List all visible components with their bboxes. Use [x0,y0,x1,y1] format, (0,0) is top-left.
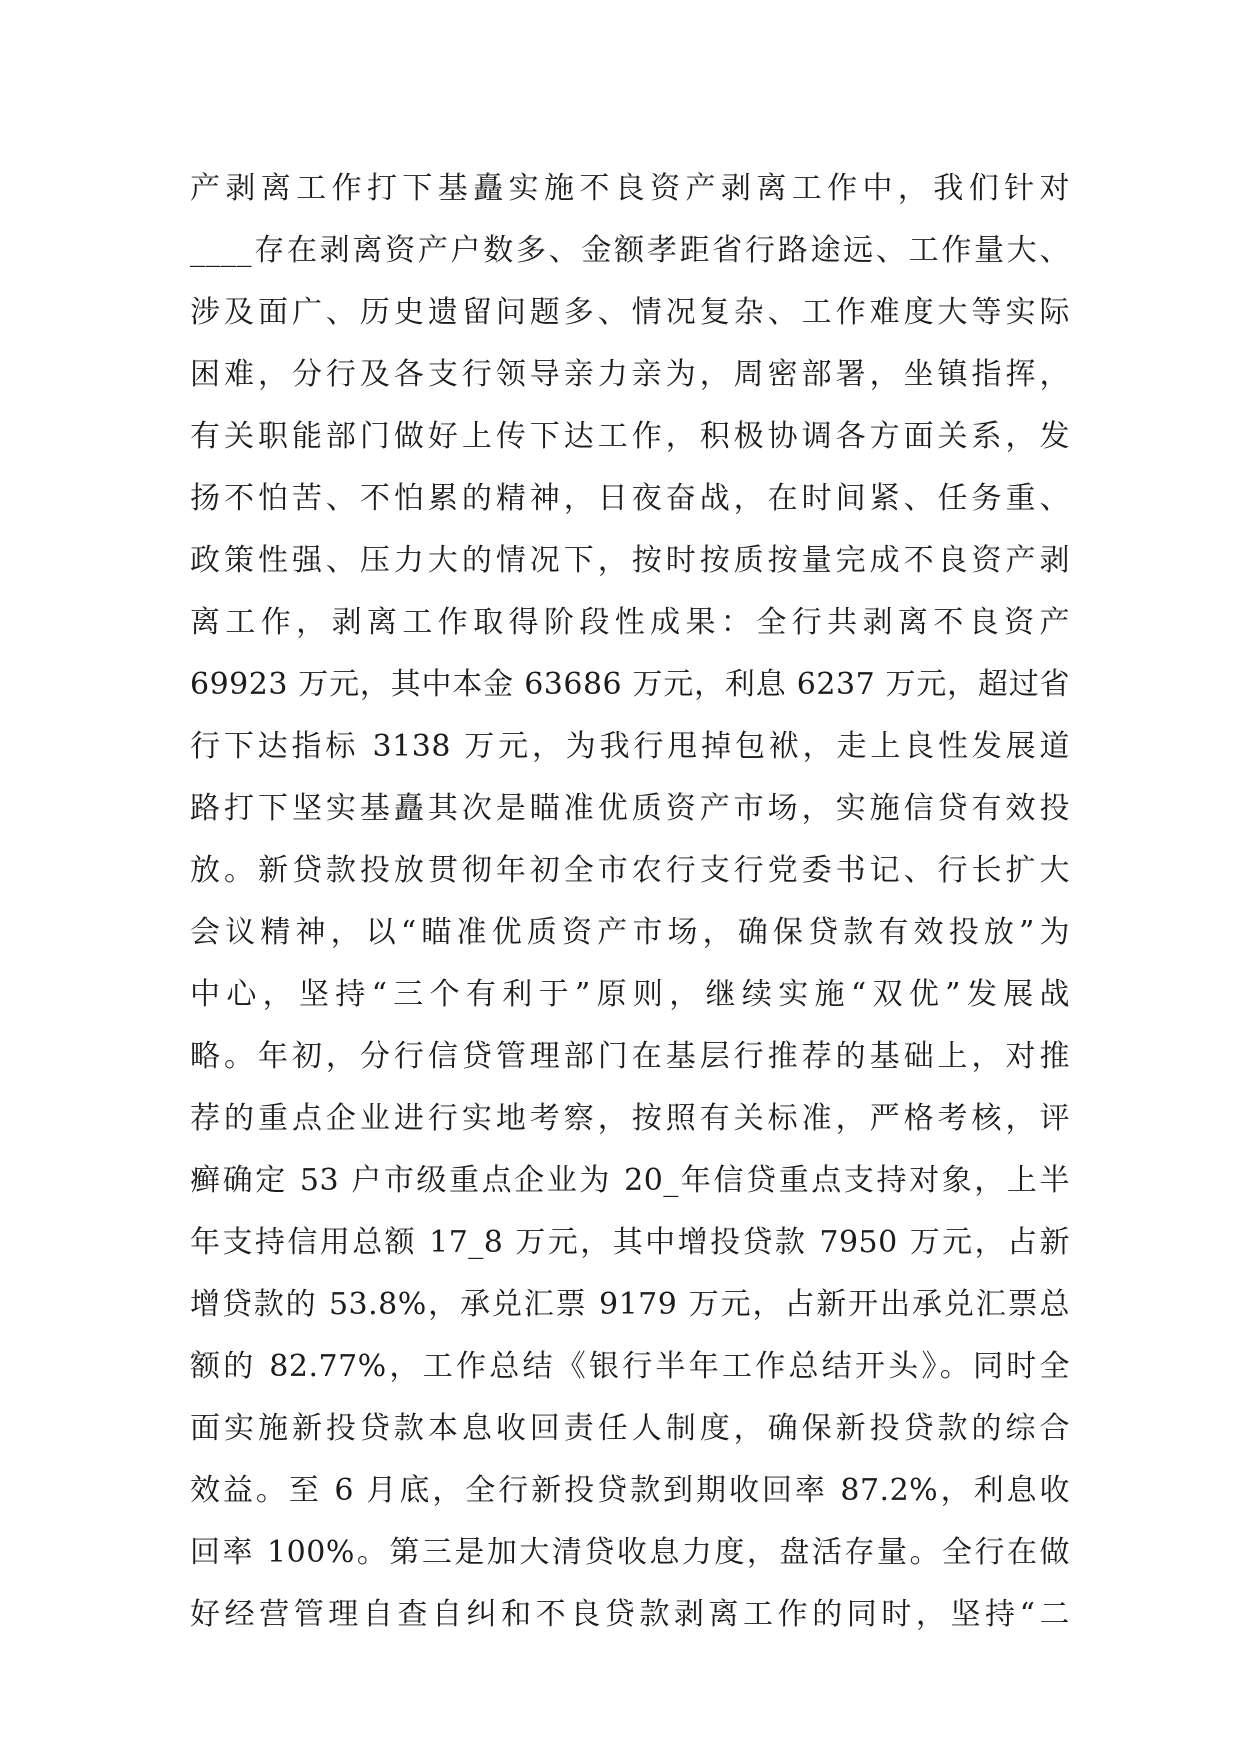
text-line: 会议精神，以“瞄准优质资产市场，确保贷款有效投放”为 [190,915,1070,950]
text-line: 荐的重点企业进行实地考察，按照有关标准，严格考核，评 [190,1101,1070,1136]
text-line: 有关职能部门做好上传下达工作，积极协调各方面关系，发 [190,419,1070,454]
text-line: 增贷款的 53.8%，承兑汇票 9179 万元，占新开出承兑汇票总 [190,1287,1070,1322]
text-line: 69923 万元，其中本金 63686 万元，利息 6237 万元，超过省 [190,667,1070,702]
text-line: 涉及面广、历史遗留问题多、情况复杂、工作难度大等实际 [190,295,1070,330]
text-line: 行下达指标 3138 万元，为我行甩掉包袱，走上良性发展道 [190,729,1070,764]
text-line: 略。年初，分行信贷管理部门在基层行推荐的基础上，对推 [190,1039,1070,1074]
text-line: 中心，坚持“三个有利于”原则，继续实施“双优”发展战 [190,977,1070,1012]
text-line: 癣确定 53 户市级重点企业为 20_年信贷重点支持对象，上半 [190,1163,1070,1198]
body-text [190,158,1070,1646]
text-line: 扬不怕苦、不怕累的精神，日夜奋战，在时间紧、任务重、 [190,481,1070,516]
text-line: 困难，分行及各支行领导亲力亲为，周密部署，坐镇指挥， [190,357,1070,392]
text-line: 放。新贷款投放贯彻年初全市农行支行党委书记、行长扩大 [190,853,1070,888]
text-line: 面实施新投贷款本息收回责任人制度，确保新投贷款的综合 [190,1411,1070,1446]
text-line: 额的 82.77%，工作总结《银行半年工作总结开头》。同时全 [190,1349,1070,1384]
text-line: 离工作，剥离工作取得阶段性成果：全行共剥离不良资产 [190,605,1070,640]
text-line: ____存在剥离资产户数多、金额孝距省行路途远、工作量大、 [190,233,1070,268]
text-line: 产剥离工作打下基矗实施不良资产剥离工作中，我们针对 [190,171,1070,206]
text-line: 回率 100%。第三是加大清贷收息力度，盘活存量。全行在做 [190,1535,1070,1570]
text-line: 好经营管理自查自纠和不良贷款剥离工作的同时，坚持“二 [190,1597,1070,1632]
text-line: 效益。至 6 月底，全行新投贷款到期收回率 87.2%，利息收 [190,1473,1070,1508]
text-line: 年支持信用总额 17_8 万元，其中增投贷款 7950 万元，占新 [190,1225,1070,1260]
text-line: 政策性强、压力大的情况下，按时按质按量完成不良资产剥 [190,543,1070,578]
text-line: 路打下坚实基矗其次是瞄准优质资产市场，实施信贷有效投 [190,791,1070,826]
